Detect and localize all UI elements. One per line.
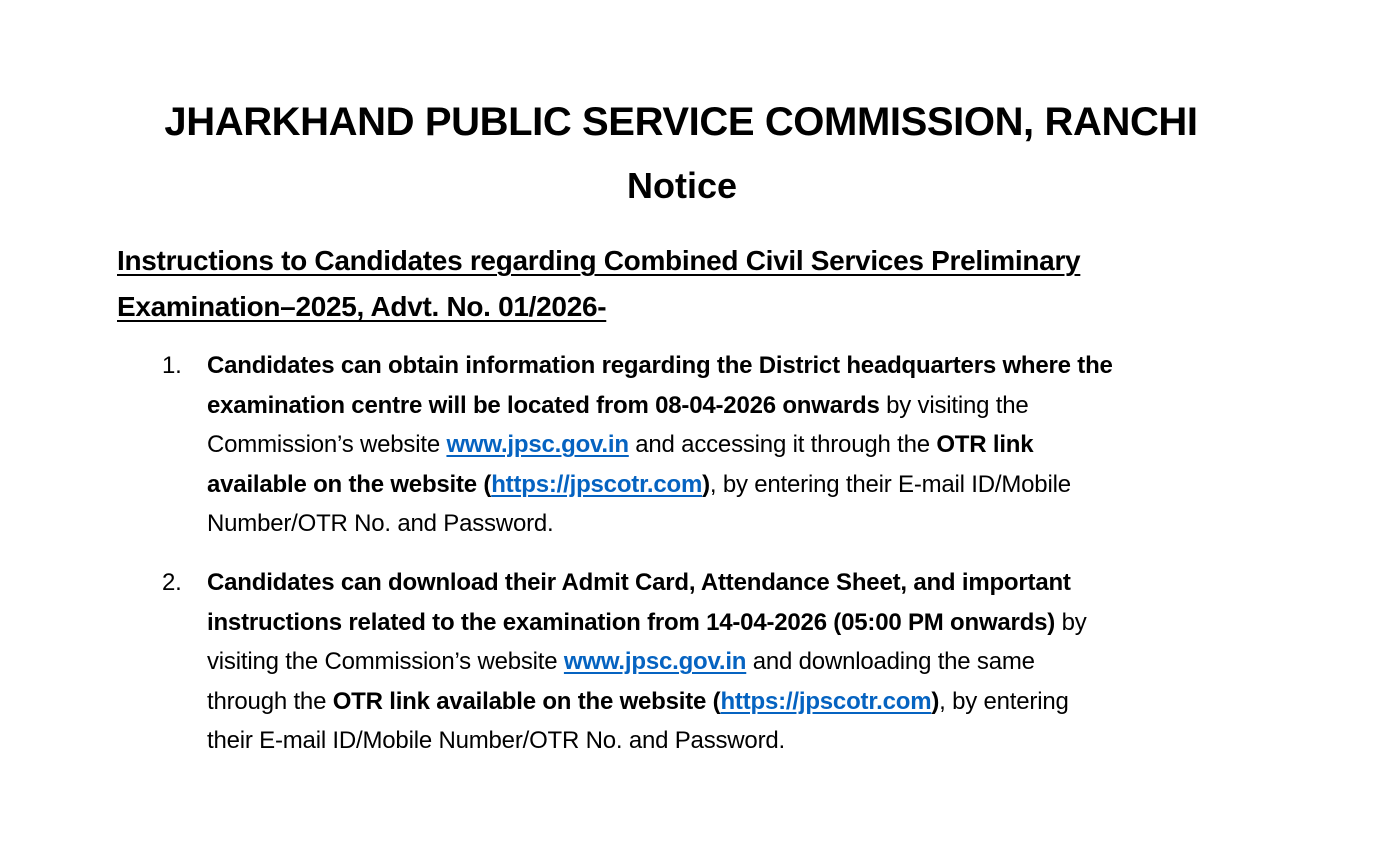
body-text: and downloading the same — [746, 648, 1035, 676]
subject-heading — [117, 238, 1217, 330]
bold-text: Candidates can obtain information regarding the District headquarters where the — [207, 352, 1113, 379]
notice-heading: Notice — [626, 165, 738, 206]
body-text: Number/OTR No. and Password. — [207, 510, 554, 538]
bold-text: instructions related to the examination from 14-04-2026 (05:00 PM onwards) — [207, 608, 1056, 636]
item-line — [207, 504, 1227, 544]
item-line — [207, 386, 1227, 426]
otr-portal-link[interactable]: https://jpscotr.com — [720, 687, 932, 715]
bold-text: OTR link available on the website ( — [332, 687, 721, 715]
organization-title: JHARKHAND PUBLIC SERVICE COMMISSION, RANCHI — [164, 100, 1198, 144]
subject-line-2: Examination–2025, Advt. No. 01/2026- — [117, 291, 607, 322]
body-text: Commission’s website — [207, 431, 447, 459]
subject-line-1: Instructions to Candidates regarding Combined Civil Services Preliminary — [117, 245, 1081, 276]
item-line — [207, 603, 1227, 643]
body-text: , by entering — [939, 687, 1069, 715]
body-text: through the — [207, 687, 333, 715]
body-text: and accessing it through the — [628, 431, 937, 459]
item-line — [207, 346, 1227, 386]
item-line — [207, 642, 1227, 682]
bold-text: ) — [931, 687, 940, 715]
item-line — [207, 563, 1227, 603]
body-text: by — [1055, 608, 1087, 636]
jpsc-website-link[interactable]: www.jpsc.gov.in — [446, 431, 629, 459]
bold-text: examination centre will be located from 08-04-2026 onwards — [207, 391, 880, 419]
bold-text: Candidates can download their Admit Card, Attendance Sheet, and important — [207, 568, 1071, 596]
bold-text: ) — [702, 470, 710, 498]
instruction-item-1 — [0, 346, 1227, 544]
body-text: visiting the Commission’s website — [207, 648, 564, 676]
instruction-item-2 — [0, 563, 1227, 761]
bold-text: available on the website ( — [207, 470, 492, 498]
body-text: , by entering their E-mail ID/Mobile — [709, 470, 1071, 498]
body-text: by visiting the — [879, 391, 1029, 419]
item-line — [207, 465, 1227, 505]
jpsc-website-link[interactable]: www.jpsc.gov.in — [563, 648, 747, 676]
instructions-list — [0, 346, 1378, 780]
item-number: 2. — [162, 568, 182, 596]
otr-portal-link[interactable]: https://jpscotr.com — [491, 470, 703, 498]
item-line — [207, 721, 1227, 761]
body-text: their E-mail ID/Mobile Number/OTR No. and Password. — [207, 727, 785, 755]
bold-text: OTR link — [936, 431, 1034, 459]
item-line — [207, 425, 1227, 465]
item-line — [207, 682, 1227, 722]
item-number: 1. — [162, 352, 182, 379]
